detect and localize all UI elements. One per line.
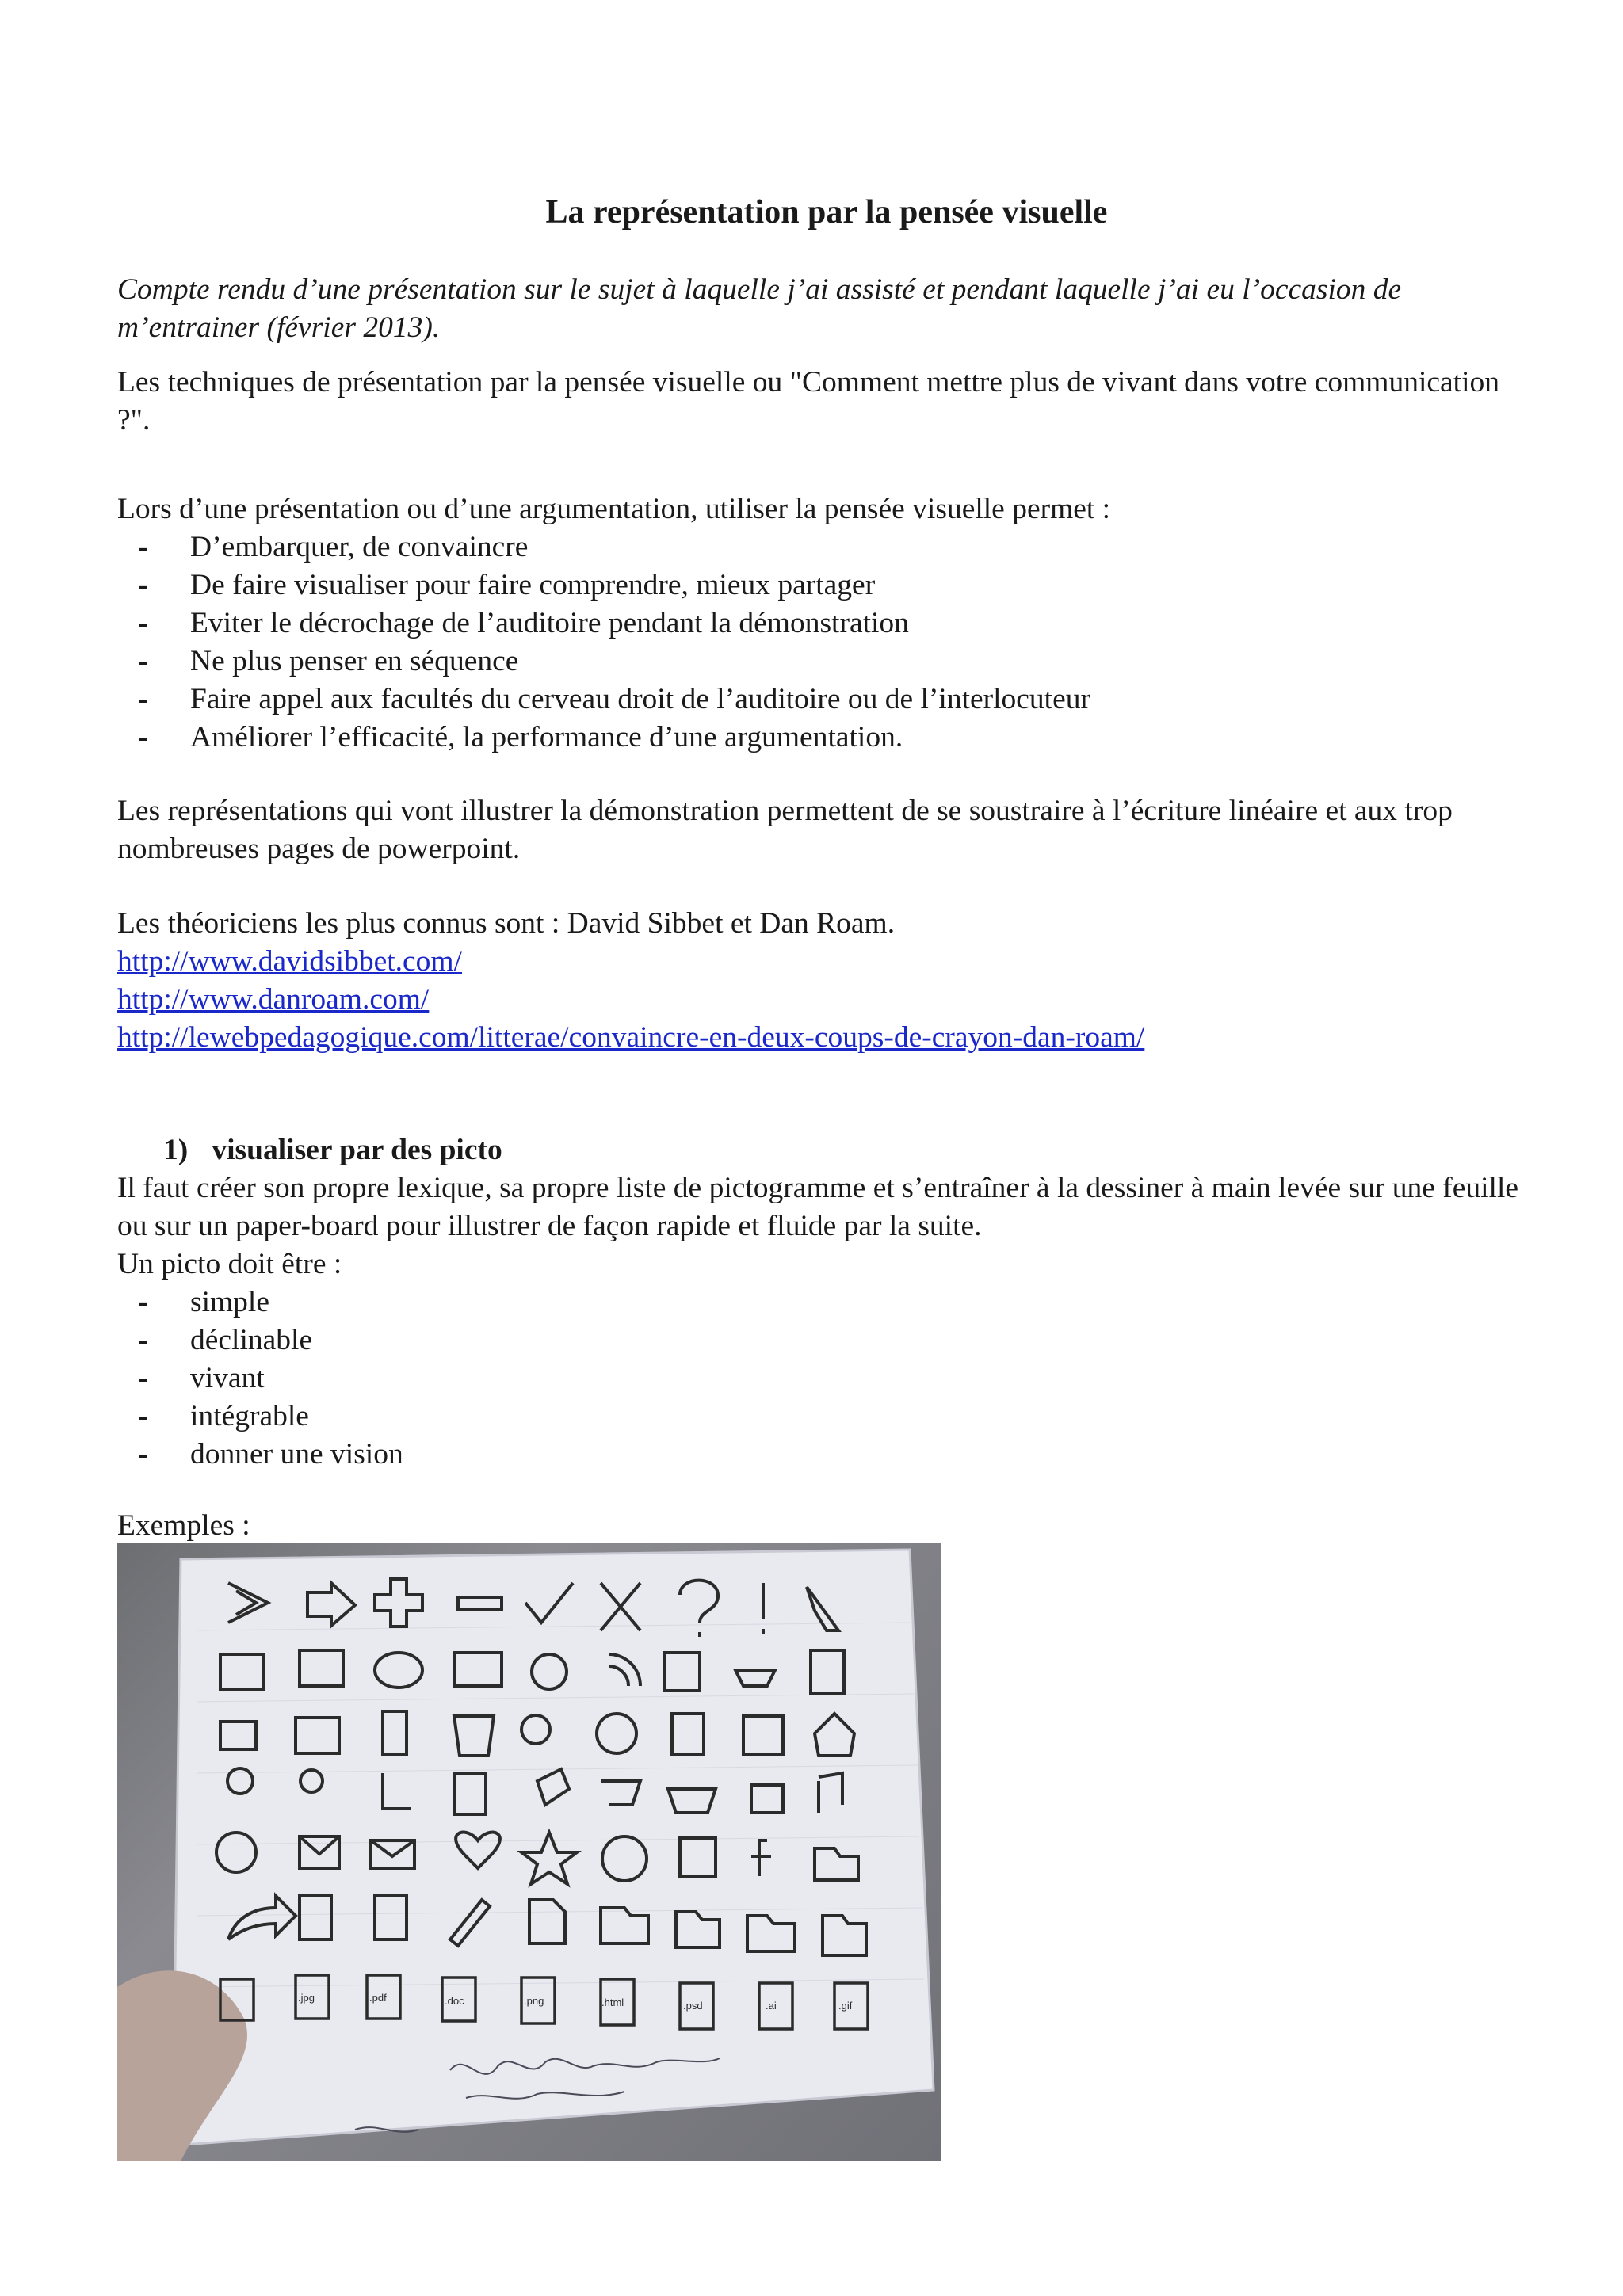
pictogram-sheet-photo xyxy=(117,1543,941,2161)
link-davidsibbet[interactable]: http://www.davidsibbet.com/ xyxy=(117,945,463,978)
link-lewebpedagogique[interactable]: http://lewebpedagogique.com/litterae/convaincre-en-deux-coups-de-crayon-dan-roam/ xyxy=(117,1021,1145,1054)
pictogram-sheet-drawing xyxy=(117,1543,941,2161)
list-item xyxy=(117,1283,1536,1322)
document-title: La représentation par la pensée visuelle xyxy=(545,194,1108,231)
dash-bullet: - xyxy=(138,683,148,715)
section-number: 1) xyxy=(163,1134,189,1166)
file-label: .html xyxy=(601,1997,624,2008)
picto-qualities-list xyxy=(117,1283,1536,1474)
list-item xyxy=(117,566,1536,605)
list-item xyxy=(117,719,1536,757)
file-label: .pdf xyxy=(369,1992,387,2004)
dash-bullet: - xyxy=(138,1286,148,1318)
file-label: .psd xyxy=(683,2000,703,2012)
links-list xyxy=(117,943,1536,1057)
list-item xyxy=(117,528,1536,566)
list-item-text: donner une vision xyxy=(190,1438,403,1470)
list-item-text: déclinable xyxy=(190,1324,313,1356)
benefits-list xyxy=(117,528,1536,757)
dash-bullet: - xyxy=(138,1324,148,1356)
file-label: .doc xyxy=(445,1995,464,2007)
examples-label: Exemples : xyxy=(117,1509,250,1542)
file-label: .jpg xyxy=(298,1992,315,2004)
paragraph-theoriciens: Les théoriciens les plus connus sont : David Sibbet et Dan Roam. xyxy=(117,907,896,940)
list-item-text: Eviter le décrochage de l’auditoire pendant la démonstration xyxy=(190,607,909,639)
dash-bullet: - xyxy=(138,531,148,563)
list-item-text: intégrable xyxy=(190,1400,309,1432)
file-label: .gif xyxy=(838,2000,853,2012)
list-item xyxy=(117,1436,1536,1474)
list-item-text: simple xyxy=(190,1286,269,1318)
dash-bullet: - xyxy=(138,721,148,753)
dash-bullet: - xyxy=(138,1362,148,1394)
paragraph-permet: Lors d’une présentation ou d’une argumentation, utiliser la pensée visuelle permet : xyxy=(117,493,1111,525)
dash-bullet: - xyxy=(138,1400,148,1432)
list-item-text: Faire appel aux facultés du cerveau droit de l’auditoire ou de l’interlocuteur xyxy=(190,683,1090,715)
link-danroam[interactable]: http://www.danroam.com/ xyxy=(117,983,430,1016)
dash-bullet: - xyxy=(138,607,148,639)
dash-bullet: - xyxy=(138,569,148,601)
intro-italic: Compte rendu d’une présentation sur le sujet à laquelle j’ai assisté et pendant laquelle j’ai eu l’occasion de m’entrainer (février 2013). xyxy=(117,273,1402,344)
list-item-text: De faire visualiser pour faire comprendre, mieux partager xyxy=(190,569,876,601)
paragraph-lexique xyxy=(117,1169,1536,1283)
list-item-text: Ne plus penser en séquence xyxy=(190,645,519,677)
file-label: .ai xyxy=(766,2000,777,2012)
dash-bullet: - xyxy=(138,1438,148,1470)
list-item-text: Améliorer l’efficacité, la performance d’une argumentation. xyxy=(190,721,903,753)
list-item-text: vivant xyxy=(190,1362,265,1394)
list-item xyxy=(117,1398,1536,1436)
list-item xyxy=(117,643,1536,681)
list-item-text: D’embarquer, de convaincre xyxy=(190,531,529,563)
file-label: .png xyxy=(524,1995,544,2007)
paragraph-techniques: Les techniques de présentation par la pensée visuelle ou "Comment mettre plus de vivant dans votre communication ?". xyxy=(117,366,1499,437)
paragraph-picto-doit: Un picto doit être : xyxy=(117,1248,342,1280)
paragraph-lexique-text: Il faut créer son propre lexique, sa propre liste de pictogramme et s’entraîner à la dessiner à main levée sur une feuille ou sur un paper-board pour illustrer de façon rapide et fluide par la suite. xyxy=(117,1172,1519,1242)
list-item xyxy=(117,1360,1536,1398)
section-heading xyxy=(163,1131,1582,1169)
list-item xyxy=(117,681,1536,719)
list-item xyxy=(117,605,1536,643)
dash-bullet: - xyxy=(138,645,148,677)
section-title: visualiser par des picto xyxy=(212,1134,502,1166)
list-item xyxy=(117,1322,1536,1360)
paragraph-representations: Les représentations qui vont illustrer la démonstration permettent de se soustraire à l’écriture linéaire et aux trop nombreuses pages de powerpoint. xyxy=(117,795,1453,865)
